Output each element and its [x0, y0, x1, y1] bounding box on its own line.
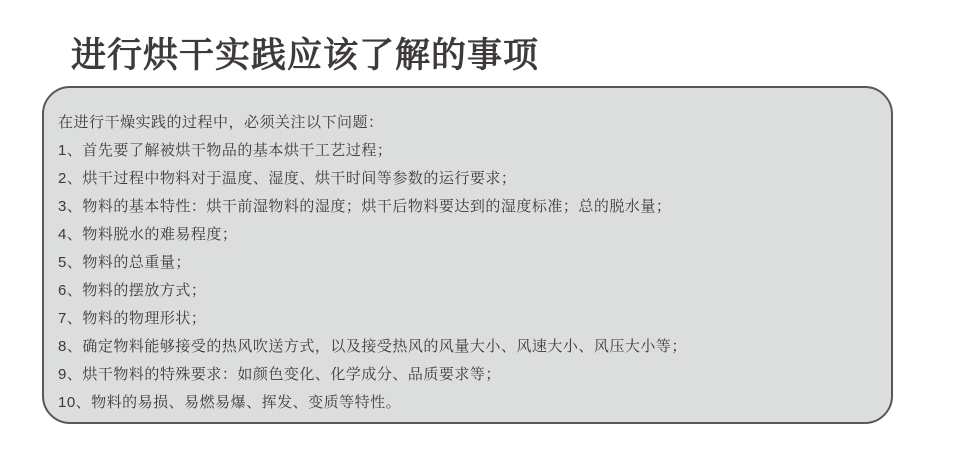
list-item: 9、烘干物料的特殊要求：如颜色变化、化学成分、品质要求等； — [58, 366, 501, 383]
list-item: 3、物料的基本特性：烘干前湿物料的湿度；烘干后物料要达到的湿度标准；总的脱水量； — [58, 198, 672, 215]
list-item: 4、物料脱水的难易程度； — [58, 226, 238, 243]
list-item: 10、物料的易损、易燃易爆、挥发、变质等特性。 — [58, 394, 402, 411]
list-item: 1、首先要了解被烘干物品的基本烘干工艺过程； — [58, 142, 393, 159]
list-item: 8、确定物料能够接受的热风吹送方式，以及接受热风的风量大小、风速大小、风压大小等； — [58, 338, 687, 355]
list-item: 7、物料的物理形状； — [58, 310, 207, 327]
intro-text: 在进行干燥实践的过程中，必须关注以下问题： — [58, 114, 384, 131]
content-box — [42, 86, 893, 424]
list-item: 6、物料的摆放方式； — [58, 282, 207, 299]
list-item: 5、物料的总重量； — [58, 254, 191, 271]
page-title: 进行烘干实践应该了解的事项 — [71, 36, 540, 75]
list-item: 2、烘干过程中物料对于温度、湿度、烘干时间等参数的运行要求； — [58, 170, 517, 187]
